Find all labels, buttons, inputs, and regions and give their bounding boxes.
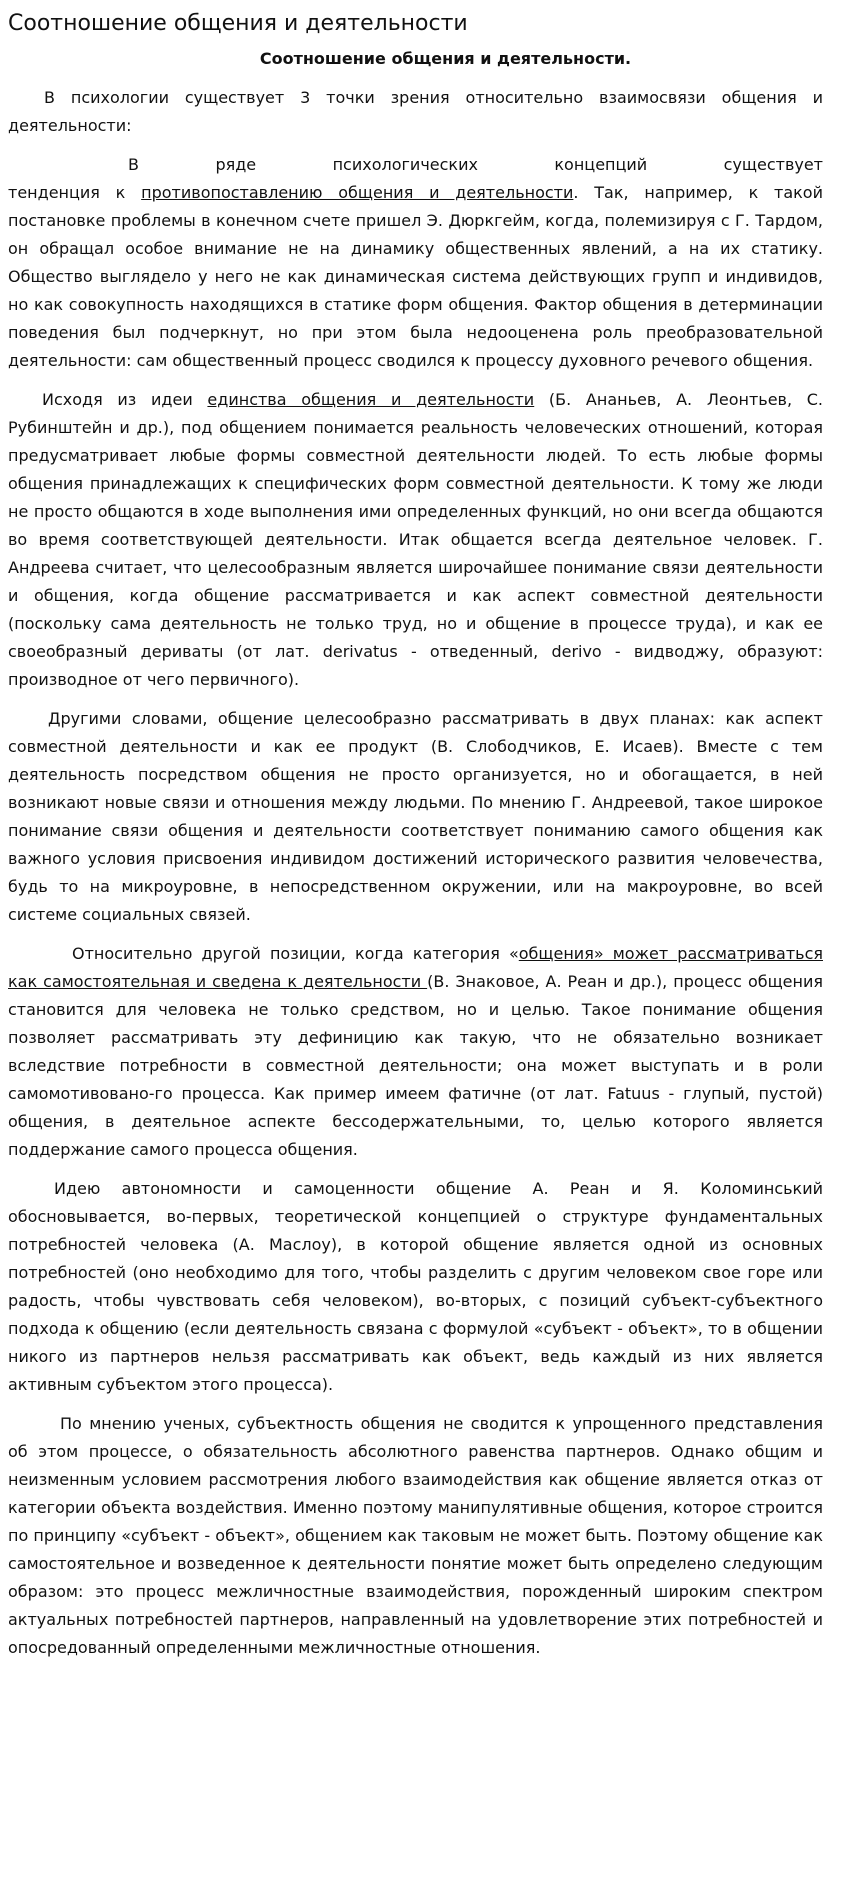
link-unity: единства общения и деятельности <box>207 390 535 409</box>
paragraph-unity: Исходя из идеи единства общения и деятельности (Б. Ананьев, А. Леонтьев, С. Рубинштейн и др.), под общением понимается реальность человеческих отношений, которая предусматривает любые формы совместной деятельности людей. То есть любые формы общения принадлежащих к специфических форм совместной деятельности. К тому же люди не просто общаются в ходе выполнения ими определенных функций, но они всегда общаются во время соответствующей деятельности. Итак общается всегда деятельное человек. Г. Андреева считает, что целесообразным является широчайшее понимание связи деятельности и общения, когда общение рассматривается и как аспект совместной деятельности (поскольку сама деятельность не только труд, но и общение в процессе труда), и как ее своеобразный дериваты (от лат. derivatus - отведенный, derivo - видводжу, образуют: производное от чего первичного). <box>8 390 824 689</box>
page-title: Соотношение общения и деятельности <box>8 11 468 36</box>
paragraph-subjectness: По мнению ученых, субъектность общения не сводится к упрощенного представления об этом процессе, о обязательность абсолютного равенства партнеров. Однако общим и неизменным условием рассмотрения любого взаимодействия как общение является отказ от категории объекта воздействия. Именно поэтому манипулятивные общения, которое строится по принципу «субъект - объект», общением как таковым не может быть. Поэтому общение как самостоятельное и возведенное к деятельности понятие может быть определено следующим образом: это процесс межличностные взаимодействия, порожденный широким спектром актуальных потребностей партнеров, направленный на удовлетворение этих потребностей и опосредованный определенными межличностные отношения. <box>8 1414 823 1657</box>
paragraph-autonomy: Идею автономности и самоценности общение А. Реан и Я. Коломинський обосновывается, во-первых, теоретической концепцией о структуре фундаментальных потребностей человека (А. Маслоу), в которой общение является одной из основных потребностей (оно необходимо для того, чтобы разделить с другим человеком свое горе или радость, чтобы чувствовать себя человеком), во-вторых, с позиций субъект-субъектного подхода к общению (если деятельность связана с формулой «субъект - объект», то в общении никого из партнеров нельзя рассматривать как объект, ведь каждый из них является активным субъектом этого процесса). <box>8 1179 823 1394</box>
article-heading: Соотношение общения и деятельности. <box>259 49 632 68</box>
paragraph-two-planes: Другими словами, общение целесообразно рассматривать в двух планах: как аспект совместной деятельности и как ее продукт (В. Слободчиков, Е. Исаев). Вместе с тем деятельность посредством общения не просто организуется, но и обогащается, в ней возникают новые связи и отношения между людьми. По мнению Г. Андреевой, такое широкое понимание связи общения и деятельности соответствует пониманию самого общения как важного условия присвоения индивидом достижений исторического развития человечества, будь то на микроуровне, в непосредственном окружении, или на макроуровне, во всей системе социальных связей. <box>8 709 823 924</box>
link-opposition: противопоставлению общения и деятельности <box>141 183 574 202</box>
paragraph-opposition-first-line: В ряде психологических концепций существует <box>128 155 823 174</box>
paragraph-intro: В психологии существует 3 точки зрения относительно взаимосвязи общения и деятельности: <box>8 88 823 135</box>
paragraph-independent: Относительно другой позиции, когда категория «общения» может рассматриваться как самостоятельная и сведена к деятельности (В. Знаковое, А. Реан и др.), процесс общения становится для человека не только средством, но и целью. Такое понимание общения позволяет рассматривать эту дефиницию как такую, что не обязательно возникает вследствие потребности в совместной деятельности; она может выступать и в роли самомотивовано-го процесса. Как пример имеем фатичне (от лат. Fatuus - глупый, пустой) общения, в деятельное аспекте бессодержательными, то, целью которого является поддержание самого процесса общения. <box>8 944 823 1159</box>
link-independent: общения» может рассматриваться как самостоятельная и сведена к деятельности <box>8 944 823 991</box>
paragraph-opposition: В ряде психологических концепций существует тенденция к противопоставлению общения и деятельности. Так, например, к такой постановке проблемы в конечном счете пришел Э. Дюркгейм, когда, полемизируя с Г. Тардом, он обращал особое внимание не на динамику общественных явлений, а на их статику. Общество выглядело у него не как динамическая система действующих групп и индивидов, но как совокупность находящихся в статике форм общения. Фактор общения в детерминации поведения был подчеркнут, но при этом была недооценена роль преобразовательной деятельности: сам общественный процесс сводился к процессу духовного речевого общения. <box>8 151 823 375</box>
